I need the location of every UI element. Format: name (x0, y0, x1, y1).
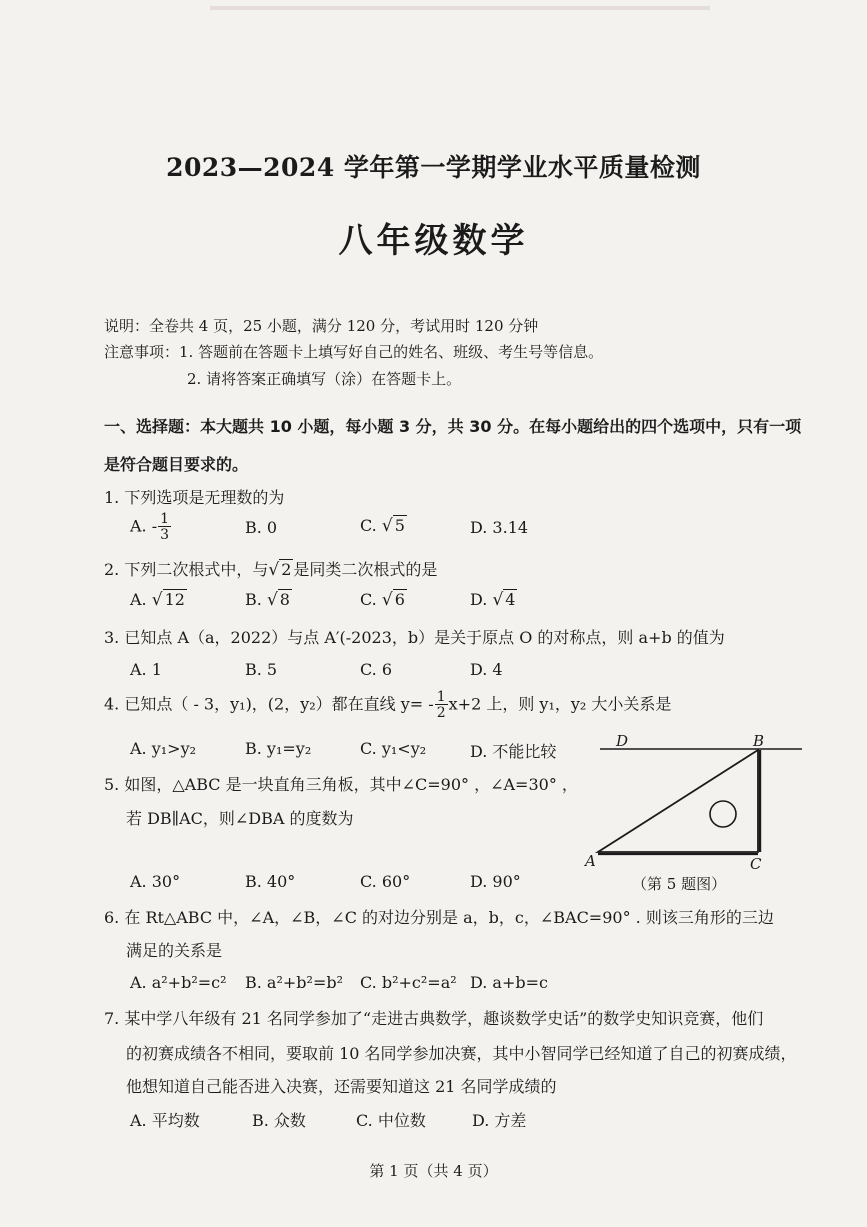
question-7-stem-line2: 的初赛成绩各不相同，要取前 10 名同学参加决赛，其中小智同学已经知道了自己的初赛成绩， (126, 1044, 797, 1063)
figure-caption: （第 5 题图） (632, 875, 727, 893)
question-6-stem-line1: 6. 在 Rt△ABC 中，∠A，∠B，∠C 的对边分别是 a，b，c，∠BAC=90° . 则该三角形的三边 (104, 908, 774, 927)
radical: √ 2 (268, 560, 292, 580)
question-4-option-c: C. y₁<y₂ (360, 739, 427, 758)
triangle-figure (580, 728, 810, 878)
question-6-option-a: A. a²+b²=c² (130, 973, 227, 992)
question-1-option-a: A. - $\frac{1}{3}$ (130, 511, 170, 543)
question-1-option-b: B. 0 (245, 518, 278, 537)
exam-description: 说明：全卷共 4 页，25 小题，满分 120 分，考试用时 120 分钟 (104, 317, 539, 335)
question-3-option-b: B. 5 (245, 660, 278, 679)
question-5-option-a: A. 30° (130, 872, 181, 891)
question-1-stem: 1. 下列选项是无理数的为 (104, 488, 285, 507)
question-6-option-b: B. a²+b²=b² (245, 973, 344, 992)
question-3-option-a: A. 1 (130, 660, 162, 679)
notice-item-1: 注意事项：1. 答题前在答题卡上填写好自己的姓名、班级、考生号等信息。 (104, 343, 604, 361)
question-4-option-b: B. y₁=y₂ (245, 739, 312, 758)
label-d: D (616, 732, 629, 750)
label-b: B (753, 732, 765, 750)
question-5-stem-line2: 若 DB∥AC，则∠DBA 的度数为 (126, 809, 354, 828)
question-6-option-d: D. a+b=c (470, 973, 548, 992)
question-5-option-c: C. 60° (360, 872, 411, 891)
question-2-option-c: C. √ 6 (360, 590, 405, 610)
hole-circle (710, 801, 736, 827)
question-3-stem: 3. 已知点 A（a，2022）与点 A′(-2023，b）是关于原点 O 的对称点，则 a+b 的值为 (104, 628, 725, 647)
question-5-stem-line1: 5. 如图，△ABC 是一块直角三角板，其中∠C=90° ，∠A=30° ， (104, 775, 578, 794)
question-5-option-b: B. 40° (245, 872, 296, 891)
radical: √ 5 (381, 516, 405, 536)
question-2-option-d: D. √ 4 (470, 590, 516, 610)
exam-title: 2023—2024 学年第一学期学业水平质量检测 (166, 153, 701, 182)
question-4-option-d: D. 不能比较 (470, 742, 557, 761)
scan-mark (210, 6, 710, 10)
question-5-option-d: D. 90° (470, 872, 521, 891)
question-7-stem-line3: 他想知道自己能否进入决赛，还需要知道这 21 名同学成绩的 (126, 1077, 557, 1096)
question-6-option-c: C. b²+c²=a² (360, 973, 457, 992)
label-c: C (750, 855, 762, 873)
question-6-stem-line2: 满足的关系是 (126, 941, 223, 960)
subject-title: 八年级数学 (338, 221, 529, 261)
question-7-stem-line1: 7. 某中学八年级有 21 名同学参加了“走进古典数学，趣谈数学史话”的数学史知识竞赛，他们 (104, 1009, 764, 1028)
question-1-option-d: D. 3.14 (470, 518, 529, 537)
question-7-option-b: B. 众数 (252, 1111, 306, 1130)
question-4-stem: 4. 已知点（ - 3，y₁)，(2，y₂）都在直线 y= - $\frac{1}{2}$ x+2 上，则 y₁，y₂ 大小关系是 (104, 689, 672, 721)
section-heading-line2: 是符合题目要求的。 (104, 455, 249, 474)
question-7-option-a: A. 平均数 (130, 1111, 200, 1130)
question-2-option-a: A. √ 12 (130, 590, 185, 610)
question-7-option-d: D. 方差 (472, 1111, 527, 1130)
notice-item-2: 2. 请将答案正确填写（涂）在答题卡上。 (187, 370, 462, 388)
question-1-option-c: C. √ 5 (360, 516, 405, 536)
question-2-stem: 2. 下列二次根式中，与√ 2 是同类二次根式的是 (104, 560, 438, 580)
page-footer: 第 1 页（共 4 页） (369, 1162, 498, 1180)
triangle-abc (598, 750, 758, 852)
fraction: $\frac{1}{3}$ (160, 511, 170, 543)
label-a: A (585, 852, 596, 870)
question-2-option-b: B. √ 8 (245, 590, 290, 610)
fraction: $\frac{1}{2}$ (436, 689, 446, 721)
question-3-option-c: C. 6 (360, 660, 393, 679)
question-7-option-c: C. 中位数 (356, 1111, 426, 1130)
section-heading-line1: 一、选择题：本大题共 10 小题，每小题 3 分，共 30 分。在每小题给出的四个选项中，只有一项 (104, 417, 802, 436)
question-4-option-a: A. y₁>y₂ (130, 739, 197, 758)
question-3-option-d: D. 4 (470, 660, 503, 679)
